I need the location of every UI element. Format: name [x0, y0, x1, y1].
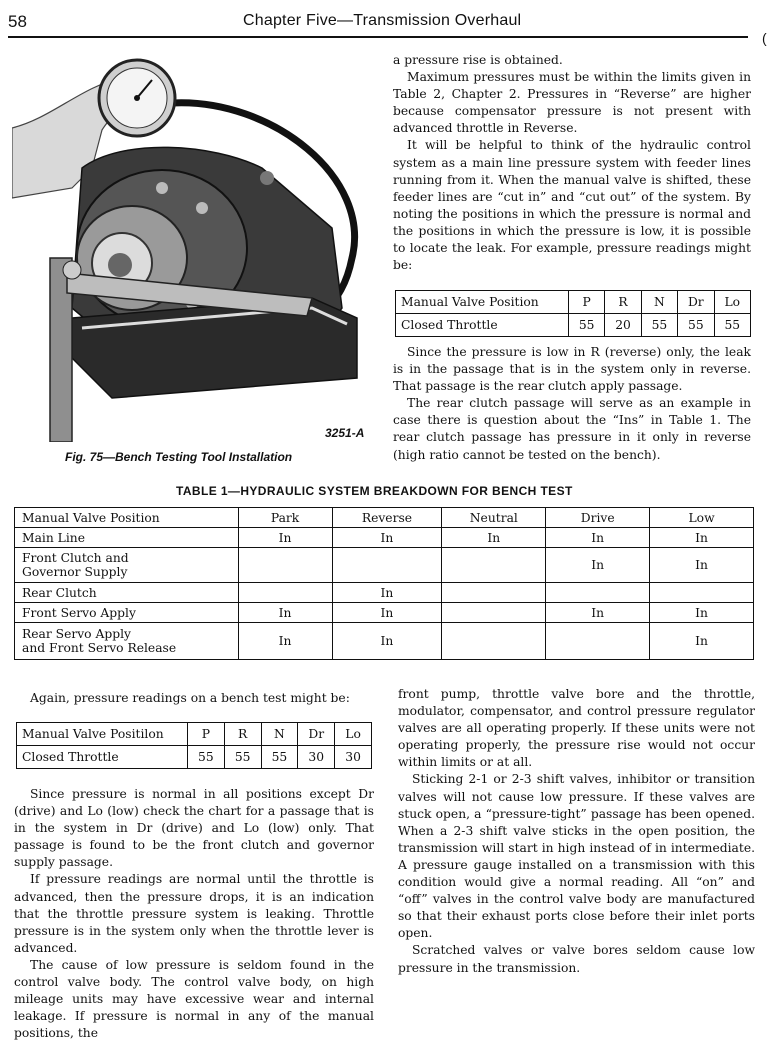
table-cell: In [238, 603, 332, 623]
paragraph: a pressure rise is obtained. [393, 53, 563, 67]
table-cell [442, 623, 546, 660]
table-cell: In [546, 603, 650, 623]
page-header [8, 10, 748, 38]
paragraph: If pressure readings are normal until the throttle is advanced, then the pressure drops, it is an indication that the throttle pressure system is leaking. Throttle pressure is in the system only when the throttle lever is advanced. [14, 872, 374, 955]
table-cell: In [650, 603, 754, 623]
table-cell: 20 [605, 314, 641, 337]
table-cell: N [261, 723, 298, 746]
paragraph: Since pressure is normal in all positions except Dr (drive) and Lo (low) check the chart for a passage that is in the system in Dr (drive) and Lo (low) only. That passage is found to be the front clutch and governor supply passage. [14, 787, 374, 870]
table-cell [442, 583, 546, 603]
table-cell: Lo [714, 291, 750, 314]
table-cell: P [188, 723, 225, 746]
table-cell: 55 [678, 314, 715, 337]
table-row [17, 746, 372, 769]
table-cell: 55 [641, 314, 677, 337]
table-cell: In [238, 623, 332, 660]
paragraph: Sticking 2-1 or 2-3 shift valves, inhibitor or transition valves will not cause low pressure. If these valves are stuck open, a “pressure-tight” passage has been opened. When a 2-3 shift valve sticks in the open position, the transmission will start in high instead of in intermediate. A pressure gauge installed on a transmission with this condition would give a normal reading. All “on” and “off” valves in the control valve body are manufactured so that their exhaust ports close before their inlet ports open. [398, 772, 755, 941]
hydraulic-breakdown-table [14, 507, 754, 660]
table-cell [332, 548, 442, 583]
right-column-text-2 [393, 344, 751, 464]
table1-title: TABLE 1—HYDRAULIC SYSTEM BREAKDOWN FOR BENCH TEST [176, 484, 573, 498]
table-cell: In [650, 623, 754, 660]
table-cell: Manual Valve Positilon [17, 723, 188, 746]
table-row [15, 603, 754, 623]
table-cell: In [650, 528, 754, 548]
table-header-row [17, 723, 372, 746]
table-cell: 55 [188, 746, 225, 769]
table-cell: In [238, 528, 332, 548]
left-column-intro [14, 690, 374, 707]
table-cell: Front Clutch and Governor Supply [15, 548, 239, 583]
table-cell: Low [650, 508, 754, 528]
right-column-text [393, 52, 751, 274]
table-cell: Drive [546, 508, 650, 528]
table-cell: Manual Valve Position [396, 291, 569, 314]
table-cell [546, 583, 650, 603]
table-cell: In [332, 603, 442, 623]
paragraph: The cause of low pressure is seldom found in the control valve body. The control valve body, on high mileage units may have excessive wear and internal leakage. If pressure is normal in any of the manual positions, the [14, 957, 374, 1041]
table-cell: N [641, 291, 677, 314]
bench-testing-tool-photo [12, 58, 372, 442]
table-cell: 30 [298, 746, 335, 769]
table-cell [442, 548, 546, 583]
table-cell [238, 583, 332, 603]
table-cell: 55 [261, 746, 298, 769]
pressure-readings-table-2 [16, 722, 372, 769]
table-cell: Manual Valve Position [15, 508, 239, 528]
chapter-title: Chapter Five—Transmission Overhaul [243, 12, 522, 29]
table-row [15, 583, 754, 603]
table-cell: 55 [569, 314, 605, 337]
paragraph: Again, pressure readings on a bench test might be: [30, 691, 350, 705]
table-cell: Dr [298, 723, 335, 746]
table-cell: In [332, 528, 442, 548]
table-cell: In [332, 583, 442, 603]
table-cell: 55 [224, 746, 261, 769]
table-row [15, 548, 754, 583]
table-row [15, 623, 754, 660]
table-cell [546, 623, 650, 660]
table-cell: Reverse [332, 508, 442, 528]
corner-mark: ( [762, 30, 767, 46]
paragraph: It will be helpful to think of the hydraulic control system as a main line pressure system with feeder lines running from it. When the manual valve is shifted, these feeder lines are “cut in” and “cut out” of the system. By noting the positions in which the pressure is normal and the positions in which the pressure is low, it is possible to locate the leak. For example, pressure readings might be: [393, 138, 751, 273]
figure-code: 3251-A [325, 426, 365, 440]
table-cell: Rear Clutch [15, 583, 239, 603]
table-row [396, 314, 751, 337]
table-cell: In [332, 623, 442, 660]
table-cell: Neutral [442, 508, 546, 528]
page-number: 58 [8, 12, 27, 31]
table-cell: Closed Throttle [17, 746, 188, 769]
table-cell: In [650, 548, 754, 583]
paragraph: Maximum pressures must be within the limits given in Table 2, Chapter 2. Pressures in “Reverse” are higher because compensator pressure is not present with advanced throttle in Reverse. [393, 70, 751, 136]
right-column-bottom-text [398, 686, 755, 977]
table-row [15, 528, 754, 548]
table-cell: Dr [678, 291, 715, 314]
paragraph: Since the pressure is low in R (reverse) only, the leak is in the passage that is in the system only in reverse. That passage is the rear clutch apply passage. [393, 345, 751, 394]
table-cell: In [442, 528, 546, 548]
table-cell: In [546, 528, 650, 548]
table-cell [442, 603, 546, 623]
table-cell: Park [238, 508, 332, 528]
paragraph: front pump, throttle valve bore and the throttle, modulator, compensator, and control pressure regulator valves are all operating properly. If these units were not operating properly, the pressure rise would not occur within limits or at all. [398, 687, 755, 770]
table-cell: 55 [714, 314, 750, 337]
left-column-text [14, 786, 374, 1042]
table-cell: In [546, 548, 650, 583]
table-cell [650, 583, 754, 603]
paragraph: Scratched valves or valve bores seldom cause low pressure in the transmission. [398, 943, 755, 975]
table-cell: R [224, 723, 261, 746]
table-cell: P [569, 291, 605, 314]
table-header-row [15, 508, 754, 528]
figure-caption: Fig. 75—Bench Testing Tool Installation [65, 450, 293, 464]
table-cell: Front Servo Apply [15, 603, 239, 623]
table-cell: Lo [335, 723, 372, 746]
pressure-readings-table-1 [395, 290, 751, 337]
table-cell: 30 [335, 746, 372, 769]
table-cell: Closed Throttle [396, 314, 569, 337]
table-cell [238, 548, 332, 583]
table-cell: Rear Servo Apply and Front Servo Release [15, 623, 239, 660]
paragraph: The rear clutch passage will serve as an example in case there is question about the “Ins” in Table 1. The rear clutch passage has pressure in it only in reverse (high ratio cannot be tested on the bench). [393, 396, 751, 462]
table-cell: R [605, 291, 641, 314]
table-header-row [396, 291, 751, 314]
table-cell: Main Line [15, 528, 239, 548]
